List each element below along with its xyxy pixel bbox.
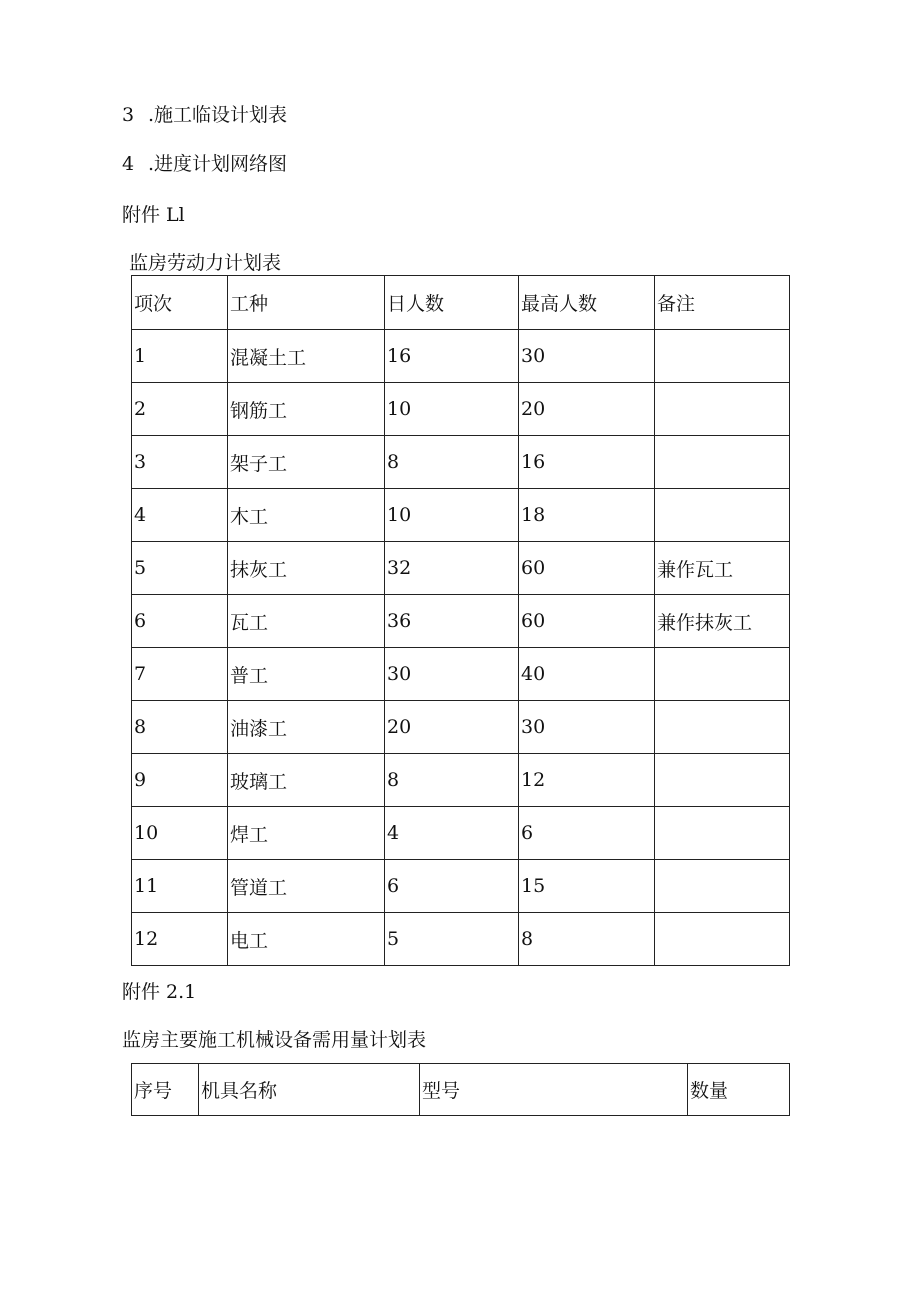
table-cell: 20 xyxy=(385,701,519,754)
table-cell xyxy=(655,754,790,807)
table-cell: 12 xyxy=(132,913,228,966)
table-cell: 6 xyxy=(132,595,228,648)
header-cell: 工种 xyxy=(228,276,385,330)
labor-table-title: 监房劳动力计划表 xyxy=(129,252,282,274)
list-item-text: .施工临设计划表 xyxy=(148,104,288,126)
table-cell: 60 xyxy=(519,595,655,648)
table-cell: 18 xyxy=(519,489,655,542)
machine-table-title: 监房主要施工机械设备需用量计划表 xyxy=(122,1029,427,1051)
labor-plan-table xyxy=(131,275,790,966)
table-cell: 11 xyxy=(132,860,228,913)
table-row xyxy=(132,436,790,489)
table-cell: 30 xyxy=(519,330,655,383)
table-cell xyxy=(655,383,790,436)
table-row xyxy=(132,754,790,807)
header-cell: 数量 xyxy=(688,1064,790,1116)
table-cell: 钢筋工 xyxy=(228,383,385,436)
table-row xyxy=(132,595,790,648)
table-cell: 电工 xyxy=(228,913,385,966)
table-cell: 32 xyxy=(385,542,519,595)
header-cell: 机具名称 xyxy=(199,1064,420,1116)
table-cell xyxy=(655,807,790,860)
table-cell: 1 xyxy=(132,330,228,383)
table-cell: 6 xyxy=(519,807,655,860)
table-header-row xyxy=(132,1064,790,1116)
table-cell: 30 xyxy=(385,648,519,701)
table-cell: 7 xyxy=(132,648,228,701)
header-cell: 序号 xyxy=(132,1064,199,1116)
table-cell: 3 xyxy=(132,436,228,489)
table-cell: 2 xyxy=(132,383,228,436)
table-header-row xyxy=(132,276,790,330)
list-item-number: 4 xyxy=(122,153,135,175)
table-cell: 36 xyxy=(385,595,519,648)
table-row xyxy=(132,330,790,383)
table-cell: 30 xyxy=(519,701,655,754)
table-cell xyxy=(655,860,790,913)
table-cell: 木工 xyxy=(228,489,385,542)
table-cell: 兼作瓦工 xyxy=(655,542,790,595)
table-row xyxy=(132,542,790,595)
table-cell: 焊工 xyxy=(228,807,385,860)
table-row xyxy=(132,860,790,913)
list-item-text: .进度计划网络图 xyxy=(148,153,288,175)
table-cell: 抹灰工 xyxy=(228,542,385,595)
header-cell: 日人数 xyxy=(385,276,519,330)
table-cell xyxy=(655,913,790,966)
list-item-3 xyxy=(122,103,287,127)
table-cell xyxy=(655,648,790,701)
table-cell: 4 xyxy=(385,807,519,860)
table-row xyxy=(132,383,790,436)
table-cell: 10 xyxy=(385,383,519,436)
attachment-1-label: 附件 Ll xyxy=(122,204,185,226)
header-cell: 最高人数 xyxy=(519,276,655,330)
header-cell: 备注 xyxy=(655,276,790,330)
labor-table-body xyxy=(132,276,790,966)
table-cell: 8 xyxy=(132,701,228,754)
table-cell: 8 xyxy=(385,754,519,807)
table-row xyxy=(132,807,790,860)
table-cell xyxy=(655,701,790,754)
table-cell: 10 xyxy=(385,489,519,542)
list-item-number: 3 xyxy=(122,104,135,126)
table-cell: 10 xyxy=(132,807,228,860)
table-cell: 9 xyxy=(132,754,228,807)
table-cell: 8 xyxy=(385,436,519,489)
table-cell: 5 xyxy=(132,542,228,595)
table-cell: 16 xyxy=(519,436,655,489)
table-cell: 兼作抹灰工 xyxy=(655,595,790,648)
table-row xyxy=(132,489,790,542)
table-cell: 4 xyxy=(132,489,228,542)
table-cell: 6 xyxy=(385,860,519,913)
table-row xyxy=(132,648,790,701)
table-cell: 架子工 xyxy=(228,436,385,489)
table-row xyxy=(132,701,790,754)
table-cell: 瓦工 xyxy=(228,595,385,648)
table-row xyxy=(132,913,790,966)
table-cell: 玻璃工 xyxy=(228,754,385,807)
header-cell: 型号 xyxy=(420,1064,688,1116)
machine-plan-table xyxy=(131,1063,790,1116)
table-cell xyxy=(655,436,790,489)
table-cell: 油漆工 xyxy=(228,701,385,754)
table-cell xyxy=(655,489,790,542)
table-cell: 管道工 xyxy=(228,860,385,913)
table-cell: 8 xyxy=(519,913,655,966)
table-cell: 混凝土工 xyxy=(228,330,385,383)
table-cell: 5 xyxy=(385,913,519,966)
table-cell: 15 xyxy=(519,860,655,913)
table-cell: 40 xyxy=(519,648,655,701)
table-cell: 20 xyxy=(519,383,655,436)
table-cell xyxy=(655,330,790,383)
table-cell: 60 xyxy=(519,542,655,595)
table-cell: 12 xyxy=(519,754,655,807)
header-cell: 项次 xyxy=(132,276,228,330)
attachment-2-label: 附件 2.1 xyxy=(122,981,197,1003)
list-item-4 xyxy=(122,152,287,176)
table-cell: 16 xyxy=(385,330,519,383)
table-cell: 普工 xyxy=(228,648,385,701)
